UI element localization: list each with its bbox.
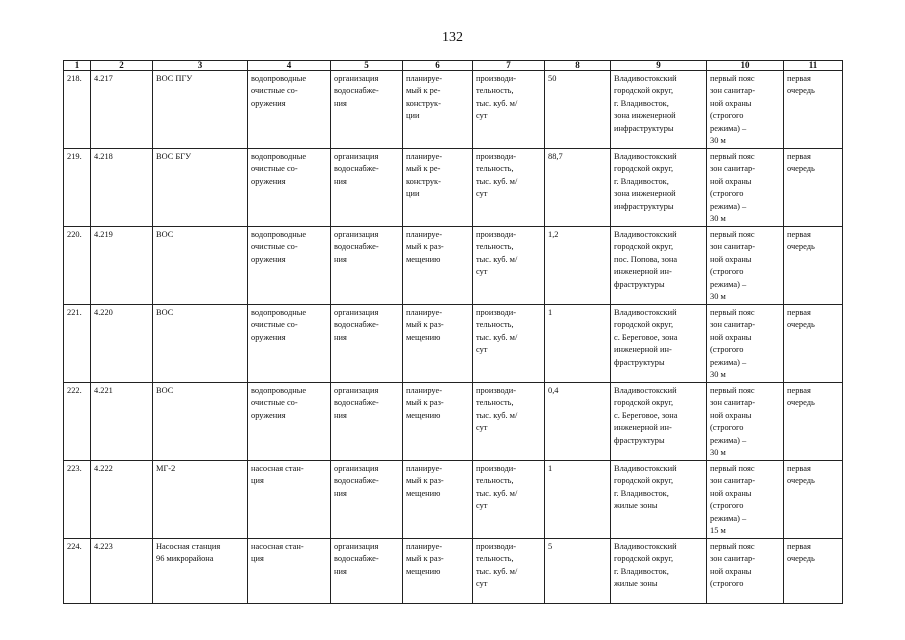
parameter-name-cell (473, 227, 545, 305)
object-type: водопроводные очистные со- оружения (251, 230, 307, 264)
object-location-cell (611, 539, 707, 604)
protection-zone: первый пояс зон санитар- ной охраны (строгого режима) – 30 м (710, 74, 755, 146)
object-type: водопроводные очистные со- оружения (251, 74, 307, 108)
object-purpose: организация водоснабже- ния (334, 74, 379, 108)
object-status: планируе- мый к раз- мещению (406, 308, 444, 342)
object-code: 4.222 (94, 464, 113, 473)
row-number: 223. (67, 464, 82, 473)
implementation-stage-cell (784, 227, 843, 305)
object-purpose-cell (331, 149, 403, 227)
object-name-cell (153, 305, 248, 383)
implementation-stage-cell (784, 149, 843, 227)
row-number-cell (64, 305, 91, 383)
object-type-cell (248, 305, 331, 383)
object-status: планируе- мый к ре- конструк- ции (406, 74, 443, 121)
object-type: водопроводные очистные со- оружения (251, 386, 307, 420)
column-header: 3 (153, 61, 248, 71)
object-purpose: организация водоснабже- ния (334, 308, 379, 342)
parameter-name-cell (473, 383, 545, 461)
object-purpose: организация водоснабже- ния (334, 386, 379, 420)
object-code-cell (91, 227, 153, 305)
object-location-cell (611, 383, 707, 461)
parameter-name-cell (473, 539, 545, 604)
object-status-cell (403, 227, 473, 305)
object-location: Владивостокский городской округ, г. Владивосток, зона инженерной инфраструктуры (614, 152, 677, 211)
object-code: 4.220 (94, 308, 113, 317)
object-code: 4.221 (94, 386, 113, 395)
object-purpose-cell (331, 461, 403, 539)
protection-zone-cell (707, 383, 784, 461)
object-name-cell (153, 227, 248, 305)
object-code-cell (91, 383, 153, 461)
object-status: планируе- мый к ре- конструк- ции (406, 152, 443, 199)
implementation-stage-cell (784, 71, 843, 149)
row-number-cell (64, 149, 91, 227)
object-purpose: организация водоснабже- ния (334, 230, 379, 264)
object-code-cell (91, 539, 153, 604)
object-code: 4.217 (94, 74, 113, 83)
object-name: ВОС БГУ (156, 152, 191, 161)
object-status: планируе- мый к раз- мещению (406, 230, 444, 264)
parameter-value: 1 (548, 308, 553, 317)
object-purpose-cell (331, 383, 403, 461)
parameter-value-cell (545, 383, 611, 461)
protection-zone: первый пояс зон санитар- ной охраны (строгого режима) – 30 м (710, 230, 755, 302)
column-header: 11 (784, 61, 843, 71)
object-location-cell (611, 305, 707, 383)
column-header: 10 (707, 61, 784, 71)
object-name-cell (153, 461, 248, 539)
protection-zone: первый пояс зон санитар- ной охраны (строгого режима) – 15 м (710, 464, 755, 536)
object-purpose: организация водоснабже- ния (334, 542, 379, 576)
column-header: 6 (403, 61, 473, 71)
object-status-cell (403, 71, 473, 149)
column-header: 2 (91, 61, 153, 71)
parameter-name: производи- тельность, тыс. куб. м/ сут (476, 542, 518, 589)
object-name: ВОС (156, 230, 174, 239)
object-location: Владивостокский городской округ, пос. Попова, зона инженерной ин- фраструктуры (614, 230, 678, 289)
object-type: водопроводные очистные со- оружения (251, 152, 307, 186)
object-type-cell (248, 71, 331, 149)
row-number: 218. (67, 74, 82, 83)
object-status-cell (403, 383, 473, 461)
protection-zone-cell (707, 149, 784, 227)
parameter-value-cell (545, 227, 611, 305)
row-number: 219. (67, 152, 82, 161)
header-row (64, 61, 843, 71)
object-purpose-cell (331, 71, 403, 149)
object-status: планируе- мый к раз- мещению (406, 542, 444, 576)
column-header: 5 (331, 61, 403, 71)
column-header: 9 (611, 61, 707, 71)
parameter-value: 88,7 (548, 152, 563, 161)
object-code: 4.219 (94, 230, 113, 239)
parameter-name: производи- тельность, тыс. куб. м/ сут (476, 74, 518, 121)
parameter-name: производи- тельность, тыс. куб. м/ сут (476, 152, 518, 199)
object-purpose-cell (331, 227, 403, 305)
implementation-stage: первая очередь (787, 152, 815, 174)
row-number: 224. (67, 542, 82, 551)
parameter-name-cell (473, 71, 545, 149)
parameter-name: производи- тельность, тыс. куб. м/ сут (476, 308, 518, 355)
implementation-stage: первая очередь (787, 308, 815, 330)
object-type: насосная стан- ция (251, 542, 304, 564)
object-location: Владивостокский городской округ, г. Владивосток, жилые зоны (614, 464, 677, 511)
parameter-value: 1,2 (548, 230, 559, 239)
parameter-value-cell (545, 461, 611, 539)
row-number-cell (64, 227, 91, 305)
object-name: ВОС (156, 386, 174, 395)
column-header: 8 (545, 61, 611, 71)
object-type-cell (248, 227, 331, 305)
protection-zone-cell (707, 71, 784, 149)
row-number-cell (64, 71, 91, 149)
row-number-cell (64, 461, 91, 539)
object-location-cell (611, 227, 707, 305)
table-row (64, 461, 843, 539)
object-purpose-cell (331, 539, 403, 604)
implementation-stage: первая очередь (787, 74, 815, 96)
implementation-stage: первая очередь (787, 230, 815, 252)
object-status: планируе- мый к раз- мещению (406, 464, 444, 498)
object-code-cell (91, 149, 153, 227)
implementation-stage: первая очередь (787, 386, 815, 408)
object-status-cell (403, 539, 473, 604)
implementation-stage-cell (784, 539, 843, 604)
table-row (64, 305, 843, 383)
parameter-name-cell (473, 461, 545, 539)
object-status: планируе- мый к раз- мещению (406, 386, 444, 420)
object-type-cell (248, 149, 331, 227)
protection-zone-cell (707, 539, 784, 604)
registry-table (63, 60, 843, 604)
row-number-cell (64, 383, 91, 461)
parameter-value: 5 (548, 542, 553, 551)
protection-zone: первый пояс зон санитар- ной охраны (строгого режима) – 30 м (710, 386, 755, 458)
object-code: 4.218 (94, 152, 113, 161)
parameter-value: 0,4 (548, 386, 559, 395)
object-location: Владивостокский городской округ, с. Береговое, зона инженерной ин- фраструктуры (614, 308, 678, 367)
object-purpose-cell (331, 305, 403, 383)
implementation-stage: первая очередь (787, 542, 815, 564)
object-type-cell (248, 461, 331, 539)
object-code-cell (91, 71, 153, 149)
object-type-cell (248, 383, 331, 461)
object-type: насосная стан- ция (251, 464, 304, 486)
parameter-value-cell (545, 71, 611, 149)
object-name-cell (153, 539, 248, 604)
table-row (64, 71, 843, 149)
object-status-cell (403, 461, 473, 539)
object-location: Владивостокский городской округ, г. Владивосток, жилые зоны (614, 542, 677, 589)
object-purpose: организация водоснабже- ния (334, 152, 379, 186)
table-row (64, 539, 843, 604)
parameter-name: производи- тельность, тыс. куб. м/ сут (476, 464, 518, 511)
protection-zone-cell (707, 227, 784, 305)
protection-zone: первый пояс зон санитар- ной охраны (строгого (710, 542, 755, 589)
parameter-name-cell (473, 305, 545, 383)
protection-zone-cell (707, 305, 784, 383)
object-location-cell (611, 149, 707, 227)
parameter-name-cell (473, 149, 545, 227)
column-header: 1 (64, 61, 91, 71)
parameter-name: производи- тельность, тыс. куб. м/ сут (476, 386, 518, 433)
table-row (64, 227, 843, 305)
object-status-cell (403, 305, 473, 383)
object-code: 4.223 (94, 542, 113, 551)
protection-zone: первый пояс зон санитар- ной охраны (строгого режима) – 30 м (710, 152, 755, 224)
implementation-stage-cell (784, 383, 843, 461)
page-number: 132 (442, 30, 463, 45)
object-location-cell (611, 71, 707, 149)
object-code-cell (91, 305, 153, 383)
table-body (64, 71, 843, 604)
object-purpose: организация водоснабже- ния (334, 464, 379, 498)
parameter-name: производи- тельность, тыс. куб. м/ сут (476, 230, 518, 277)
table-row (64, 383, 843, 461)
object-location: Владивостокский городской округ, с. Береговое, зона инженерной ин- фраструктуры (614, 386, 678, 445)
object-name: ВОС ПГУ (156, 74, 193, 83)
object-code-cell (91, 461, 153, 539)
table-row (64, 149, 843, 227)
parameter-value-cell (545, 539, 611, 604)
row-number: 221. (67, 308, 82, 317)
object-type-cell (248, 539, 331, 604)
object-name: ВОС (156, 308, 174, 317)
object-name: МГ-2 (156, 464, 176, 473)
object-type: водопроводные очистные со- оружения (251, 308, 307, 342)
protection-zone-cell (707, 461, 784, 539)
implementation-stage: первая очередь (787, 464, 815, 486)
object-status-cell (403, 149, 473, 227)
object-location: Владивостокский городской округ, г. Владивосток, зона инженерной инфраструктуры (614, 74, 677, 133)
row-number: 222. (67, 386, 82, 395)
object-name: Насосная станция 96 микрорайона (156, 542, 221, 564)
column-header: 7 (473, 61, 545, 71)
parameter-value-cell (545, 149, 611, 227)
implementation-stage-cell (784, 305, 843, 383)
parameter-value: 50 (548, 74, 557, 83)
column-header: 4 (248, 61, 331, 71)
object-name-cell (153, 149, 248, 227)
row-number-cell (64, 539, 91, 604)
protection-zone: первый пояс зон санитар- ной охраны (строгого режима) – 30 м (710, 308, 755, 380)
object-name-cell (153, 383, 248, 461)
object-name-cell (153, 71, 248, 149)
parameter-value-cell (545, 305, 611, 383)
object-location-cell (611, 461, 707, 539)
parameter-value: 1 (548, 464, 553, 473)
implementation-stage-cell (784, 461, 843, 539)
row-number: 220. (67, 230, 82, 239)
